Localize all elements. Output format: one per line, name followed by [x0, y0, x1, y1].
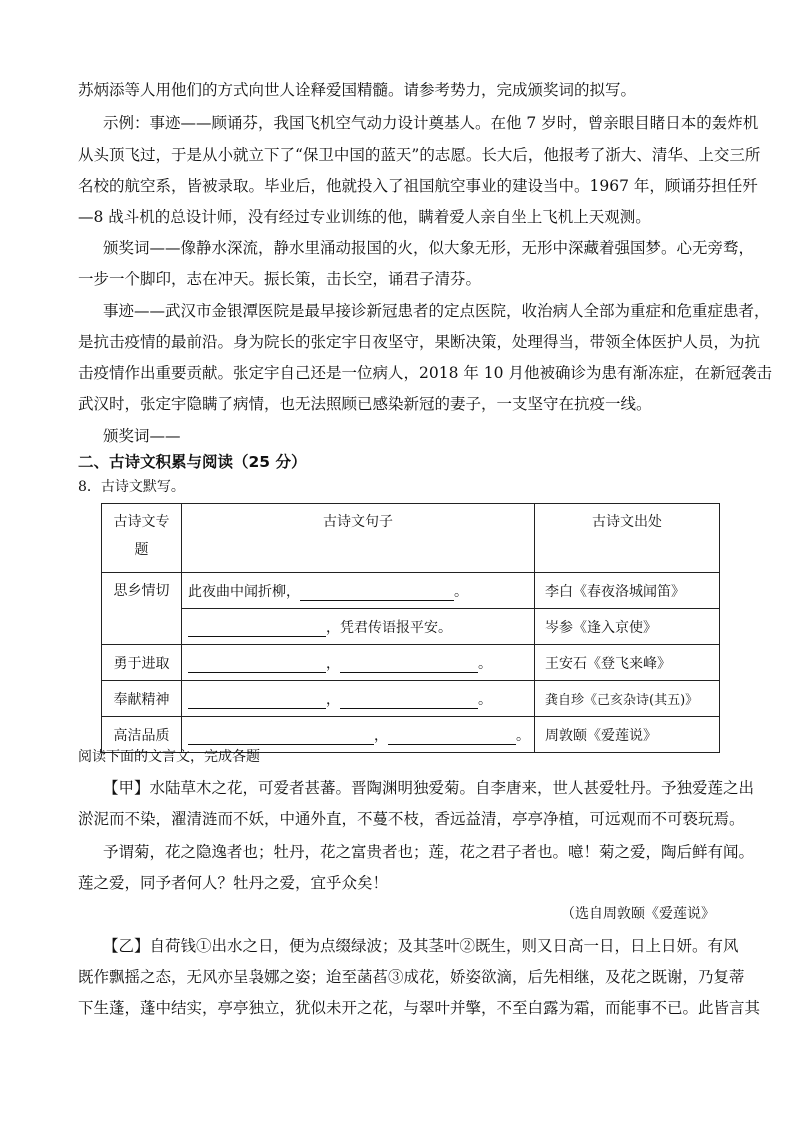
answer-blank[interactable]	[188, 728, 374, 745]
sentence-text: 。	[516, 727, 530, 744]
intro-line: 苏炳添等人用他们的方式向世人诠释爱国精髓。请参考势力，完成颁奖词的拟写。	[78, 81, 637, 99]
answer-blank[interactable]	[388, 728, 516, 745]
answer-blank[interactable]	[188, 656, 326, 673]
passage-a-source: （选自周敦颐《爱莲说》	[561, 906, 715, 922]
topic-cell: 思乡情切	[102, 573, 182, 645]
answer-blank[interactable]	[340, 692, 478, 709]
answer-blank[interactable]	[340, 656, 478, 673]
reading-instruction: 阅读下面的文言文，完成各题	[78, 749, 260, 765]
passage-a-line: 【甲】水陆草木之花，可爱者甚蕃。晋陶渊明独爱菊。自李唐来，世人甚爱牡丹。予独爱莲之出	[103, 779, 755, 797]
sentence-text: ，凭君传语报平安。	[326, 619, 452, 636]
deeds-line: 是抗击疫情的最前沿。身为院长的张定宇日夜坚守，果断决策，处理得当，带领全体医护人员，为抗	[78, 333, 761, 351]
example-line: —8 战斗机的总设计师，没有经过专业训练的他，瞒着爱人亲自坐上飞机上天观测。	[78, 208, 651, 226]
header-source: 古诗文出处	[535, 504, 720, 573]
topic-cell: 高洁品质	[102, 717, 182, 753]
header-topic: 古诗文专题	[102, 504, 182, 573]
passage-b-line: 【乙】自荷钱①出水之日，便为点缀绿波；及其茎叶②既生，则又日高一日，日上日妍。有风	[103, 937, 739, 955]
source-cell: 岑参《逢入京使》	[535, 609, 720, 645]
passage-a-line: 予谓菊，花之隐逸者也；牡丹，花之富贵者也；莲，花之君子者也。噫！菊之爱，陶后鲜有闻。	[103, 843, 755, 861]
section-heading: 二、古诗文积累与阅读（25 分）	[78, 453, 307, 471]
sentence-text: ，	[326, 691, 340, 708]
answer-blank[interactable]	[300, 584, 454, 601]
answer-blank[interactable]	[188, 692, 326, 709]
passage-a-line: 淤泥而不染，濯清涟而不妖，中通外直，不蔓不枝，香远益清，亭亭净植，可远观而不可亵玩焉。	[78, 810, 745, 828]
source-cell: 李白《春夜洛城闻笛》	[535, 573, 720, 609]
sentence-cell	[182, 681, 535, 717]
example-line: 从头顶飞过，于是从小就立下了“保卫中国的蓝天”的志愿。长大后，他报考了浙大、清华、上交三所	[78, 146, 761, 164]
header-sentence: 古诗文句子	[182, 504, 535, 573]
sentence-text: ，	[326, 655, 340, 672]
award-speech-prompt: 颁奖词——	[103, 427, 181, 445]
topic-cell: 勇于进取	[102, 645, 182, 681]
poetry-table	[101, 503, 720, 753]
source-cell: 龚自珍《己亥杂诗(其五)》	[535, 681, 720, 717]
question-8: 8．古诗文默写。	[78, 479, 185, 495]
sentence-text: 此夜曲中闻折柳，	[188, 583, 300, 600]
passage-b-line: 下生蓬，蓬中结实，亭亭独立，犹似未开之花，与翠叶并擎，不至白露为霜，而能事不已。此皆言其	[78, 999, 761, 1017]
answer-blank[interactable]	[188, 620, 326, 637]
source-cell: 周敦颐《爱莲说》	[535, 717, 720, 753]
sentence-cell	[182, 573, 535, 609]
sentence-cell	[182, 609, 535, 645]
topic-cell: 奉献精神	[102, 681, 182, 717]
sentence-text: 。	[478, 691, 492, 708]
sentence-text: 。	[478, 655, 492, 672]
source-cell: 王安石《登飞来峰》	[535, 645, 720, 681]
deeds-line: 击疫情作出重要贡献。张定宇自己还是一位病人，2018 年 10 月他被确诊为患有渐冻症，在新冠袭击	[78, 364, 772, 382]
award-speech-line: 一步一个脚印，志在冲天。振长策，击长空，诵君子清芬。	[78, 270, 482, 288]
award-speech-line: 颁奖词——像静水深流，静水里涌动报国的火，似大象无形，无形中深藏着强国梦。心无旁骛，	[103, 239, 755, 257]
passage-b-line: 既作飘摇之态，无风亦呈袅娜之姿；迨至菡萏③成花，娇姿欲滴，后先相继，及花之既谢，乃复蒂	[78, 968, 745, 986]
example-line: 名校的航空系，皆被录取。毕业后，他就投入了祖国航空事业的建设当中。1967 年，顾诵芬担任歼	[78, 177, 758, 195]
deeds-line: 武汉时，张定宇隐瞒了病情，也无法照顾已感染新冠的妻子，一支坚守在抗疫一线。	[78, 395, 652, 413]
sentence-text: 。	[454, 583, 468, 600]
example-line: 示例：事迹——顾诵芬，我国飞机空气动力设计奠基人。在他 7 岁时，曾亲眼目睹日本的轰炸机	[103, 114, 759, 132]
deeds-line: 事迹——武汉市金银潭医院是最早接诊新冠患者的定点医院，收治病人全部为重症和危重症患者，	[103, 302, 770, 320]
sentence-cell	[182, 645, 535, 681]
sentence-text: ，	[374, 727, 388, 744]
passage-a-line: 莲之爱，同予者何人？牡丹之爱，宜乎众矣！	[78, 874, 389, 892]
